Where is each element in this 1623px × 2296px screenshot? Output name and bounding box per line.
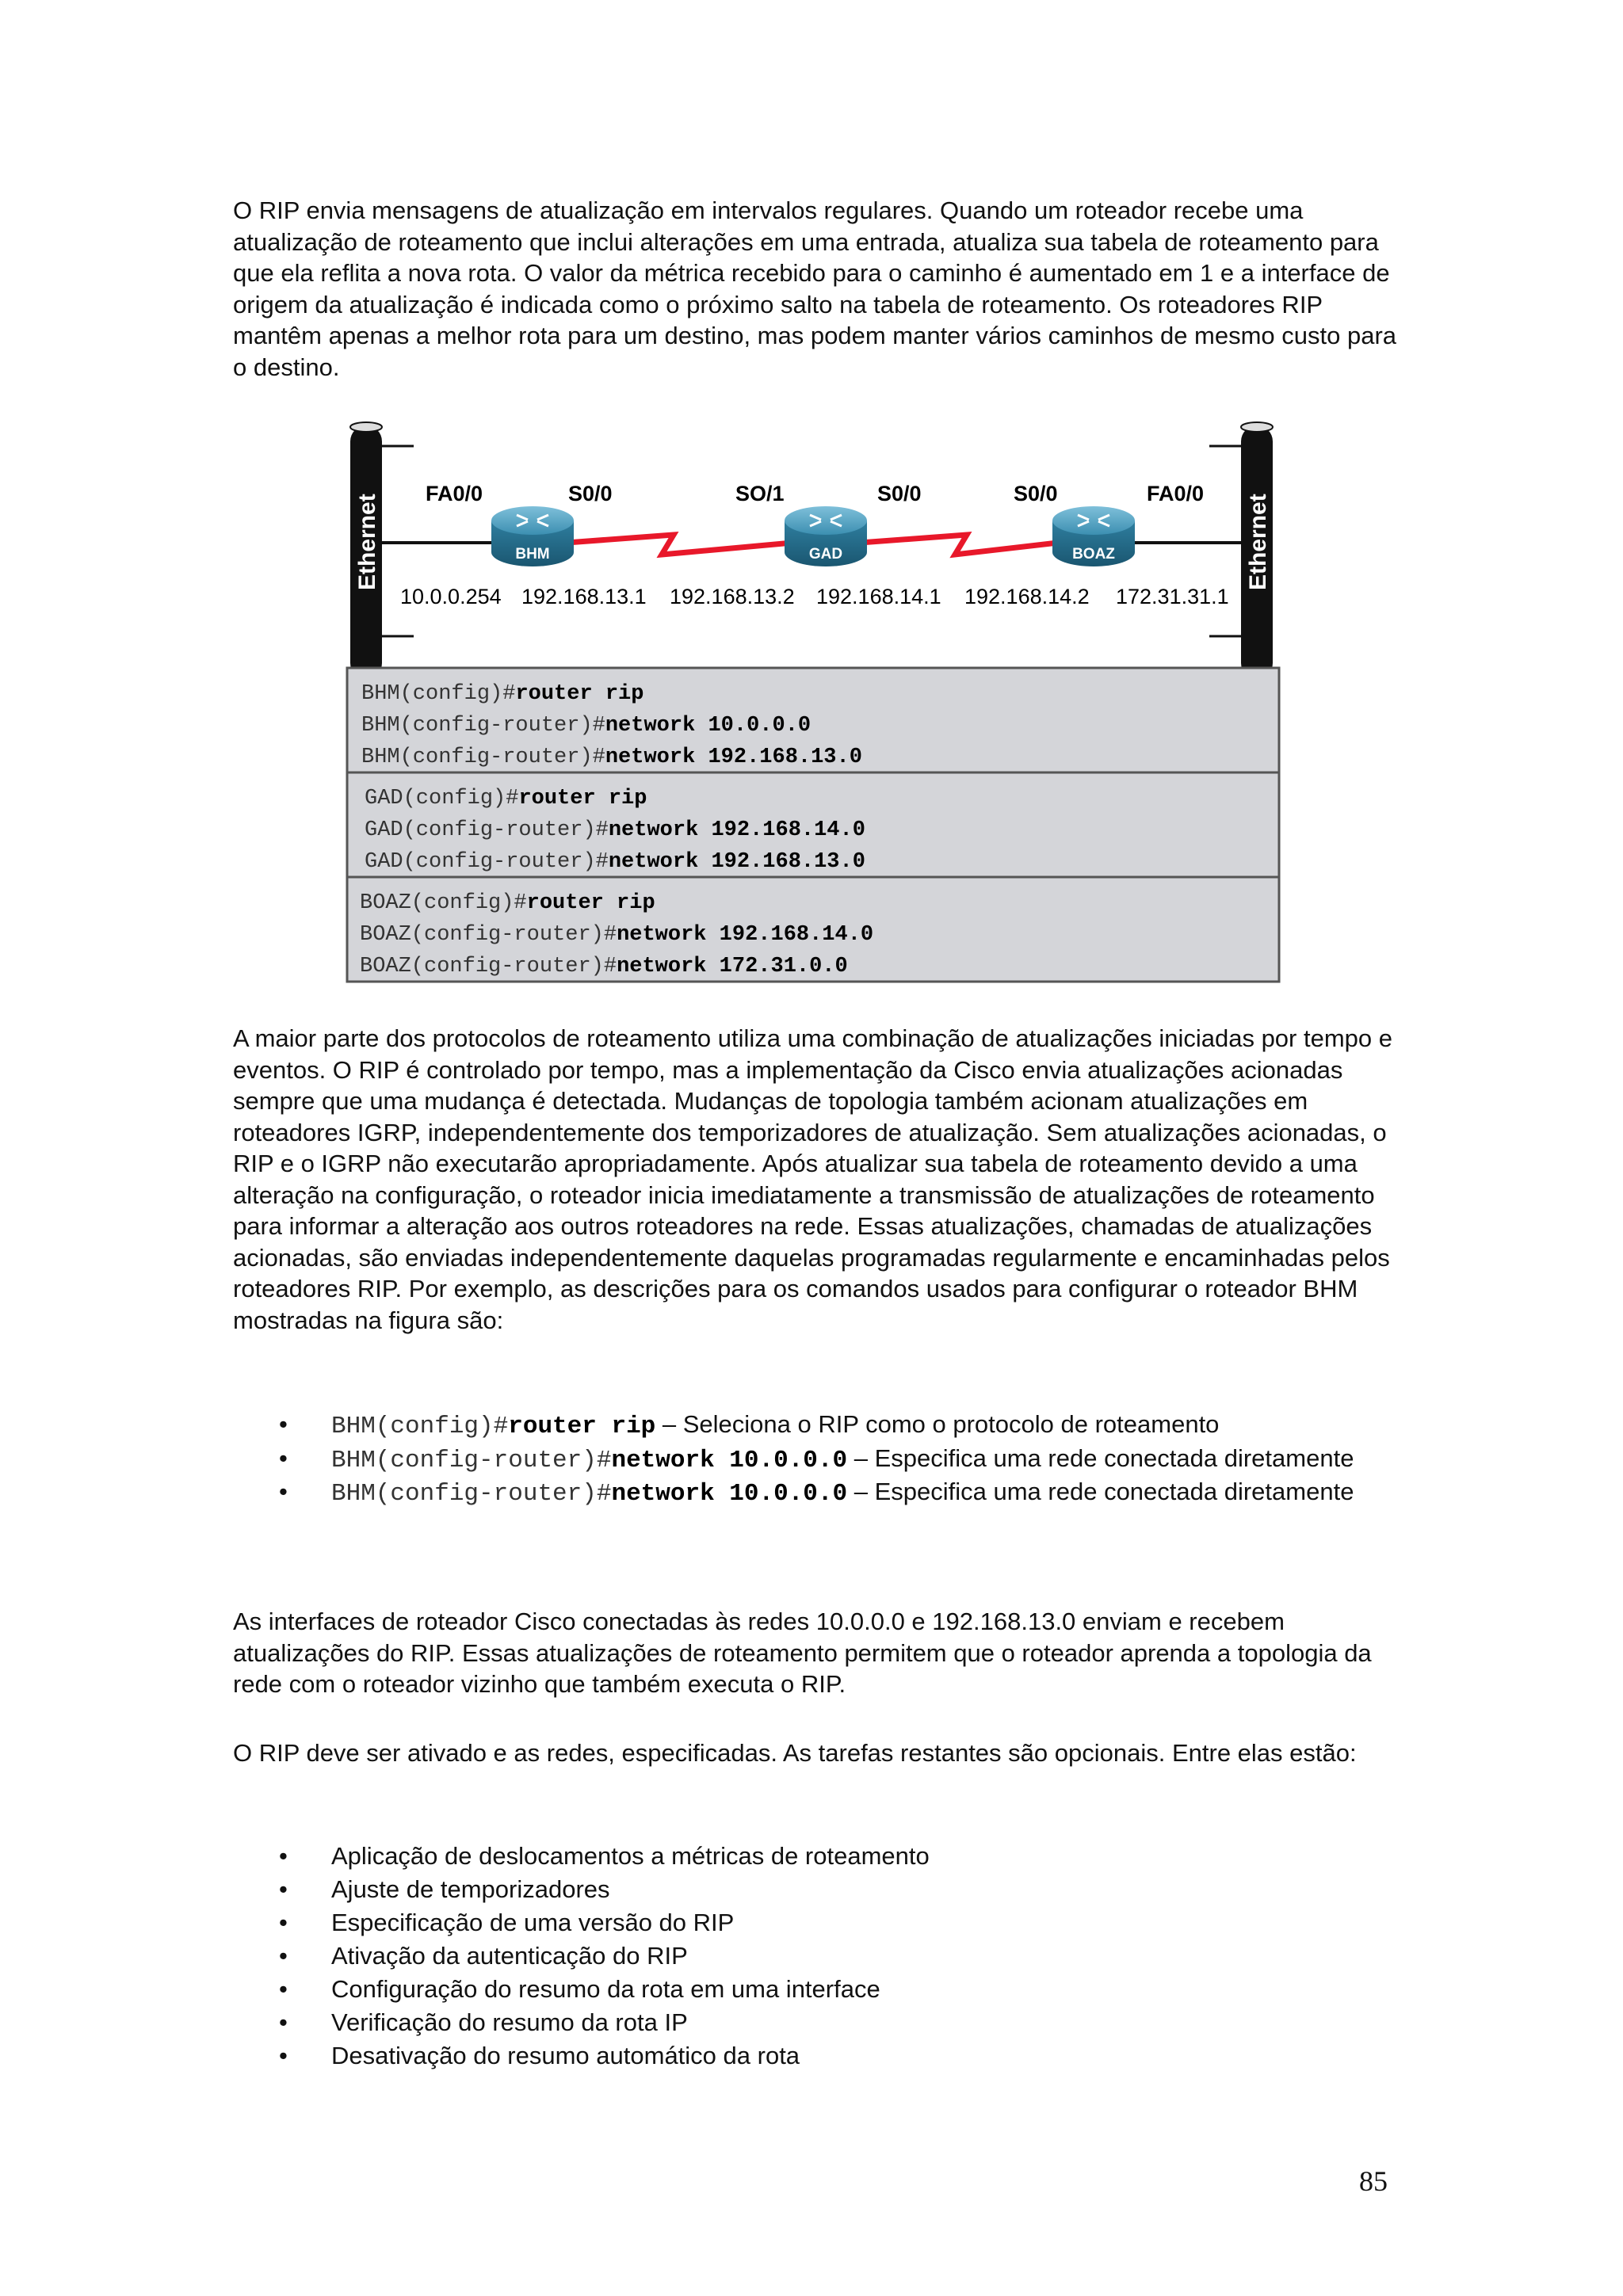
ip-address-label: 192.168.13.2: [670, 585, 795, 608]
svg-text:BHM(config)#router rip: [361, 682, 643, 706]
router-bhm-label: BHM: [515, 546, 550, 563]
svg-text:BHM(config-router)#network 10.: [361, 714, 811, 738]
config-command: router rip: [515, 682, 644, 706]
svg-text:BHM(config-router)#network 192: [361, 746, 862, 769]
config-prompt: BHM(config)#: [361, 682, 516, 706]
intro-paragraph: O RIP envia mensagens de atualização em intervalos regulares. Quando um roteador recebe uma atualização de roteamento que inclui alterações em uma entrada, atualiza sua tabela de roteamento para que ela reflita a nova rota. O valor da métrica recebido para o caminho é aumentado em 1 e a interface de origem da atualização é indicada como o próximo salto na tabela de roteamento. Os roteadores RIP mantêm apenas a melhor rota para um destino, mas podem manter vários caminhos de mesmo custo para o destino.: [233, 196, 1397, 381]
list-item: • Verificação do resumo da rota IP: [233, 2006, 1374, 2039]
config-command: network 192.168.13.0: [605, 746, 862, 769]
svg-text:BOAZ(config-router)#network 19: [360, 923, 873, 947]
config-command: network 192.168.13.0: [608, 850, 865, 874]
svg-text:GAD(config-router)#network 192: [365, 818, 865, 842]
command-keyword: network 10.0.0.0: [611, 1480, 848, 1508]
interface-label: FA0/0: [426, 482, 483, 505]
config-prompt: GAD(config-router)#: [365, 818, 609, 842]
ip-address-label: 192.168.13.1: [521, 585, 647, 608]
svg-text:BOAZ(config-router)#network 17: [360, 955, 848, 978]
router-gad-label: GAD: [808, 546, 843, 563]
config-command: network 192.168.14.0: [617, 923, 874, 947]
bhm-command-list: [233, 1409, 1374, 1510]
command-description: – Especifica uma rede conectada diretamente: [847, 1444, 1354, 1472]
left-ethernet-label: Ethernet: [354, 494, 380, 590]
config-command: router rip: [518, 787, 647, 810]
interface-label: SO/1: [735, 482, 785, 505]
gad-config-block: [347, 772, 1279, 877]
right-ethernet-label: Ethernet: [1245, 494, 1271, 590]
left-ethernet-segment: [350, 422, 414, 679]
serial-link-bhm-gad: [567, 535, 792, 555]
right-ethernet-segment: [1209, 422, 1273, 679]
config-prompt: BOAZ(config-router)#: [360, 923, 617, 947]
list-item: • Ajuste de temporizadores: [233, 1873, 1374, 1906]
router-boaz-icon: [1052, 506, 1135, 566]
rip-topology-figure: [341, 416, 1292, 986]
router-boaz-label: BOAZ: [1072, 546, 1115, 563]
optional-tasks-intro: O RIP deve ser ativado e as redes, especificadas. As tarefas restantes são opcionais. Entre elas estão:: [233, 1739, 1357, 1767]
command-keyword: network 10.0.0.0: [611, 1446, 848, 1474]
list-item: • Configuração do resumo da rota em uma interface: [233, 1973, 1374, 2006]
ip-address-label: 172.31.31.1: [1116, 585, 1229, 608]
list-item: • Ativação da autenticação do RIP: [233, 1939, 1374, 1973]
triggered-updates-paragraph: A maior parte dos protocolos de roteamento utiliza uma combinação de atualizações iniciadas por tempo e eventos. O RIP é controlado por tempo, mas a implementação da Cisco envia atualizações acionadas sempre que uma mudança é detectada. Mudanças de topologia também acionam atualizações em roteadores IGRP, independentemente dos temporizadores de atualização. Sem atualizações acionadas, o RIP e o IGRP não executarão apropriadamente. Após atualizar sua tabela de roteamento devido a uma alteração na configuração, o roteador inicia imediatamente a transmissão de atualizações de roteamento para informar a alteração aos outros roteadores na rede. Essas atualizações, chamadas de atualizações acionadas, são enviadas independentemente daquelas programadas regularmente e encaminhadas pelos roteadores RIP. Por exemplo, as descrições para os comandos usados para configurar o roteador BHM mostradas na figura são:: [233, 1024, 1392, 1334]
page-number: 85: [1359, 2165, 1388, 2197]
command-keyword: router rip: [508, 1413, 656, 1440]
list-item: • Desativação do resumo automático da rota: [233, 2039, 1374, 2073]
svg-text:GAD(config)#router rip: [365, 787, 647, 810]
list-item: • Aplicação de deslocamentos a métricas de roteamento: [233, 1840, 1374, 1873]
interface-label: S0/0: [1014, 482, 1058, 505]
ip-address-label: 192.168.14.2: [964, 585, 1090, 608]
config-prompt: BOAZ(config-router)#: [360, 955, 617, 978]
ip-address-label: 192.168.14.1: [816, 585, 941, 608]
router-bhm-icon: [491, 506, 574, 566]
config-command: network 172.31.0.0: [617, 955, 848, 978]
router-gad-icon: [785, 506, 867, 566]
bhm-config-block: [347, 668, 1279, 772]
list-item: • Especificação de uma versão do RIP: [233, 1906, 1374, 1939]
command-prompt: BHM(config-router)#: [331, 1446, 612, 1474]
optional-tasks-list: [233, 1840, 1374, 2073]
cisco-interfaces-paragraph: As interfaces de roteador Cisco conectadas às redes 10.0.0.0 e 192.168.13.0 enviam e recebem atualizações do RIP. Essas atualizações de roteamento permitem que o roteador aprenda a topologia da rede com o roteador vizinho que também executa o RIP.: [233, 1608, 1372, 1698]
list-item: [233, 1409, 1374, 1443]
config-prompt: BHM(config-router)#: [361, 746, 605, 769]
svg-text:GAD(config-router)#network 192: [365, 850, 865, 874]
config-prompt: GAD(config-router)#: [365, 850, 609, 874]
config-prompt: GAD(config)#: [365, 787, 519, 810]
config-command: network 192.168.14.0: [608, 818, 865, 842]
svg-text:BOAZ(config)#router rip: [360, 891, 655, 915]
config-command: router rip: [526, 891, 655, 915]
boaz-config-block: [347, 877, 1279, 982]
config-prompt: BHM(config-router)#: [361, 714, 605, 738]
command-prompt: BHM(config)#: [331, 1413, 509, 1440]
ip-address-label: 10.0.0.254: [400, 585, 502, 608]
interface-label: S0/0: [568, 482, 613, 505]
command-description: – Especifica uma rede conectada diretamente: [847, 1478, 1354, 1505]
serial-link-gad-boaz: [860, 535, 1058, 555]
interface-label: S0/0: [877, 482, 922, 505]
list-item: [233, 1476, 1374, 1510]
interface-label: FA0/0: [1147, 482, 1205, 505]
config-prompt: BOAZ(config)#: [360, 891, 527, 915]
list-item: [233, 1443, 1374, 1477]
command-description: – Seleciona o RIP como o protocolo de roteamento: [655, 1410, 1220, 1438]
command-prompt: BHM(config-router)#: [331, 1480, 612, 1508]
config-command: network 10.0.0.0: [605, 714, 812, 738]
